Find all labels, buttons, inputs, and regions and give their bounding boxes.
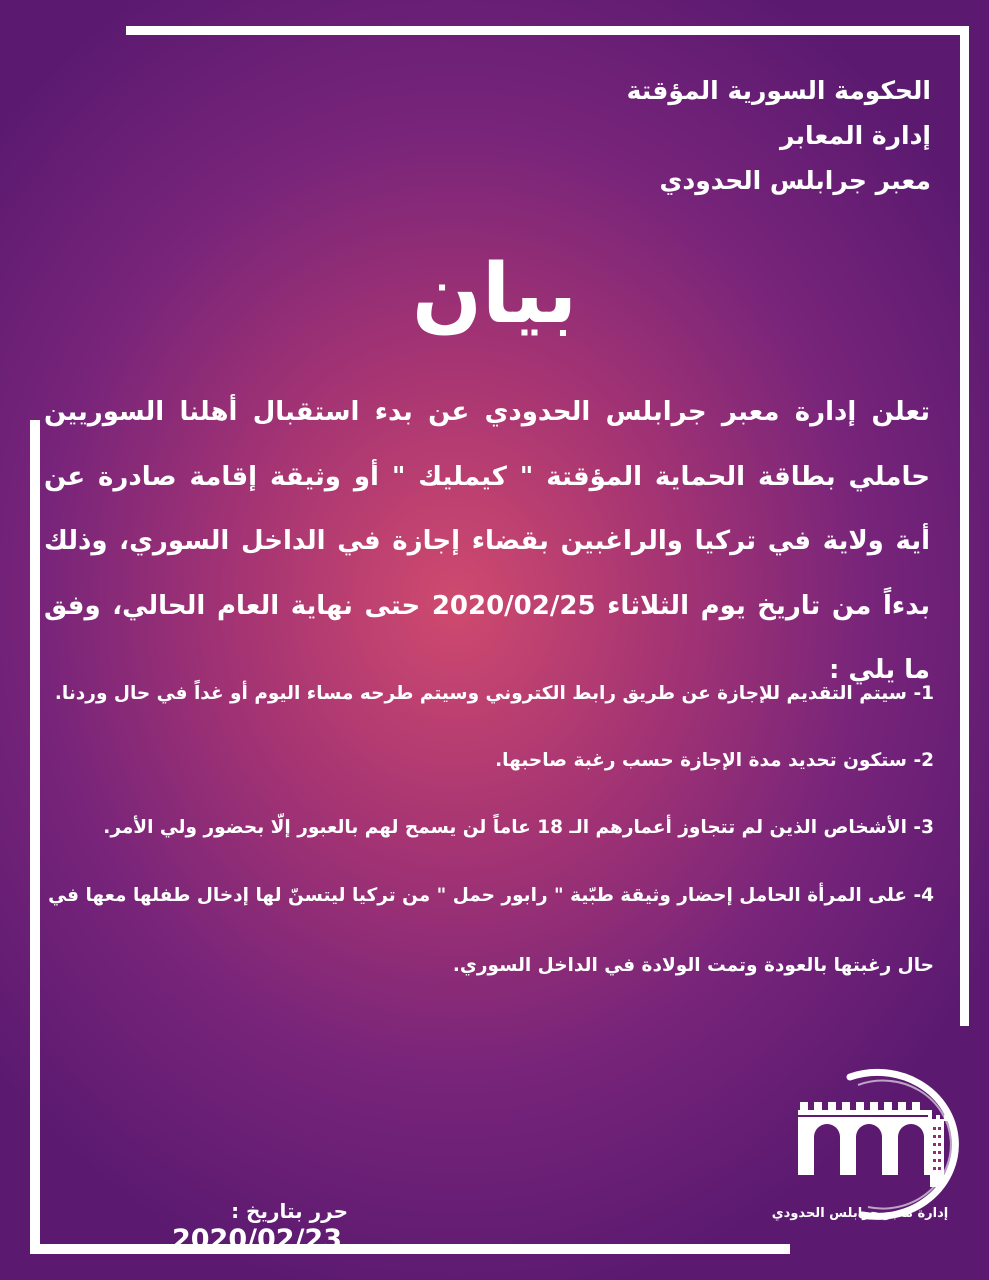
frame-top-line bbox=[126, 26, 968, 35]
list-item-4: 4- على المرأة الحامل إحضار وثيقة طبّية " رابور حمل " من تركيا ليتسنّ لها إدخال طفلها معها في حال رغبتها بالعودة وتمت الولادة في الداخل السوري. bbox=[48, 885, 934, 976]
header-crossings-admin: إدارة المعابر bbox=[780, 121, 931, 150]
intro-text: تعلن إدارة معبر جرابلس الحدودي عن بدء استقبال أهلنا السوريين حاملي بطاقة الحماية المؤقتة " كيمليك " أو وثيقة إقامة صادرة عن أية ولاية في تركيا والراغبين بقضاء إجازة في الداخل السوري، وذلك بدءاً من تاريخ يوم الثلاثاء 2020/02/25 حتى نهاية العام الحالي، وفق ما يلي : bbox=[44, 397, 930, 685]
issue-date-value: 2020/02/23 bbox=[171, 1224, 342, 1255]
intro-paragraph bbox=[44, 380, 930, 703]
list-item-2: 2- ستكون تحديد مدة الإجازة حسب رغبة صاحبها. bbox=[495, 750, 934, 771]
header-government: الحكومة السورية المؤقتة bbox=[626, 76, 931, 105]
issue-date-label: حرر بتاريخ : bbox=[231, 1199, 348, 1223]
issuer-header bbox=[511, 68, 931, 203]
list-item-1: 1- سيتم التقديم للإجازة عن طريق رابط الكتروني وسيتم طرحه مساء اليوم أو غداً في حال وردنا. bbox=[54, 683, 934, 704]
frame-left-line bbox=[30, 420, 40, 1248]
logo-caption: إدارة معبر جرابلس الحدودي bbox=[771, 1206, 949, 1221]
frame-right-line bbox=[960, 26, 969, 1026]
list-item-3: 3- الأشخاص الذين لم تتجاوز أعمارهم الـ 18 عاماً لن يسمح لهم بالعبور إلّا بحضور ولي الأمر. bbox=[103, 817, 934, 838]
issue-date bbox=[58, 1196, 348, 1255]
statement-title: بيان bbox=[411, 247, 578, 342]
header-border-crossing: معبر جرابلس الحدودي bbox=[659, 166, 931, 195]
conditions-list bbox=[44, 660, 934, 1001]
